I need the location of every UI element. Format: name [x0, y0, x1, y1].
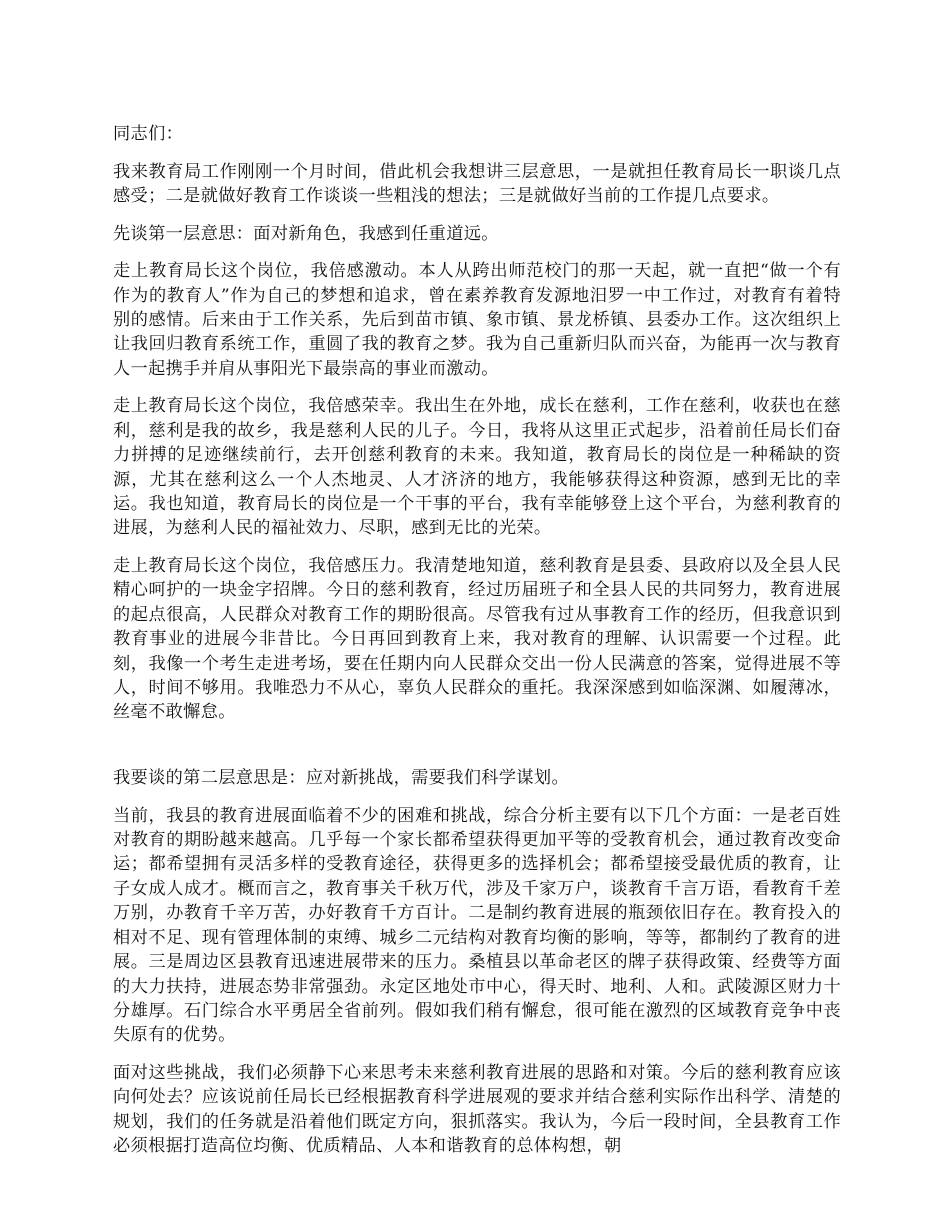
paragraph-challenges: 当前，我县的教育进展面临着不少的困难和挑战，综合分析主要有以下几个方面：一是老百姓对教育的期盼越来越高。几乎每一个家长都希望获得更加平等的受教育机会，通过教育改变命运；都希望拥有灵活多样的受教育途径，获得更多的选择机会；都希望接受最优质的教育，让子女成人成才。概而言之，教育事关千秋万代，涉及千家万户，谈教育千言万语，看教育千差万别，办教育千辛万苦，办好教育千方百计。二是制约教育进展的瓶颈依旧存在。教育投入的相对不足、现有管理体制的束缚、城乡二元结构对教育均衡的影响，等等，都制约了教育的进展。三是周边区县教育迅速进展带来的压力。桑植县以革命老区的牌子获得政策、经费等方面的大力扶持，进展态势非常强劲。永定区地处市中心，得天时、地利、人和。武陵源区财力十分雄厚。石门综合水平勇居全省前列。假如我们稍有懈怠，很可能在激烈的区域教育竞争中丧失原有的优势。 [113, 805, 841, 1046]
paragraph-pressure: 走上教育局长这个岗位，我倍感压力。我清楚地知道，慈利教育是县委、县政府以及全县人民精心呵护的一块金字招牌。今日的慈利教育，经过历届班子和全县人民的共同努力，教育进展的起点很高，人民群众对教育工作的期盼很高。尽管我有过从事教育工作的经历，但我意识到教育事业的进展今非昔比。今日再回到教育上来，我对教育的理解、认识需要一个过程。此刻，我像一个考生走进考场，要在任期内向人民群众交出一份人民满意的答案，觉得进展不等人，时间不够用。我唯恐力不从心，辜负人民群众的重托。我深深感到如临深渊、如履薄冰，丝毫不敢懈怠。 [113, 556, 841, 723]
section-spacer [113, 738, 841, 766]
section-heading-first-point: 先谈第一层意思：面对新角色，我感到任重道远。 [113, 223, 499, 244]
paragraph-excited: 走上教育局长这个岗位，我倍感激动。本人从跨出师范校门的那一天起，就一直把“做一个有作为的教育人”作为自己的梦想和追求，曾在素养教育发源地汨罗一中工作过，对教育有着特别的感情。后来由于工作关系，先后到苗市镇、象市镇、景龙桥镇、县委办工作。这次组织上让我回归教育系统工作，重圆了我的教育之梦。我为自己重新归队而兴奋，为能再一次与教育人一起携手并肩从事阳光下最崇高的事业而激动。 [113, 261, 841, 379]
salutation: 同志们： [113, 124, 184, 144]
section-heading-second-point: 我要谈的第二层意思是：应对新挑战，需要我们科学谋划。 [113, 768, 569, 789]
paragraph-honored: 走上教育局长这个岗位，我倍感荣幸。我出生在外地，成长在慈利，工作在慈利，收获也在慈利，慈利是我的故乡，我是慈利人民的儿子。今日，我将从这里正式起步，沿着前任局长们奋力拼搏的足迹继续前行，去开创慈利教育的未来。我知道，教育局长的岗位是一种稀缺的资源，尤其在慈利这么一个人杰地灵、人才济济的地方，我能够获得这种资源，感到无比的幸运。我也知道，教育局长的岗位是一个干事的平台，我有幸能够登上这个平台，为慈利教育的进展，为慈利人民的福祉效力、尽职，感到无比的光荣。 [113, 396, 841, 539]
paragraph-strategy: 面对这些挑战，我们必须静下心来思考未来慈利教育进展的思路和对策。今后的慈利教育应该向何处去？应该说前任局长已经根据教育科学进展观的要求并结合慈利实际作出科学、清楚的规划，我们的任务就是沿着他们既定方向，狠抓落实。我认为，今后一段时间，全县教育工作必须根据打造高位均衡、优质精品、人本和谐教育的总体构想，朝 [113, 1062, 841, 1157]
paragraph-intro: 我来教育局工作刚刚一个月时间，借此机会我想讲三层意思，一是就担任教育局长一职谈几点感受；二是就做好教育工作谈谈一些粗浅的想法；三是就做好当前的工作提几点要求。 [113, 161, 841, 206]
document-page [113, 122, 841, 1172]
